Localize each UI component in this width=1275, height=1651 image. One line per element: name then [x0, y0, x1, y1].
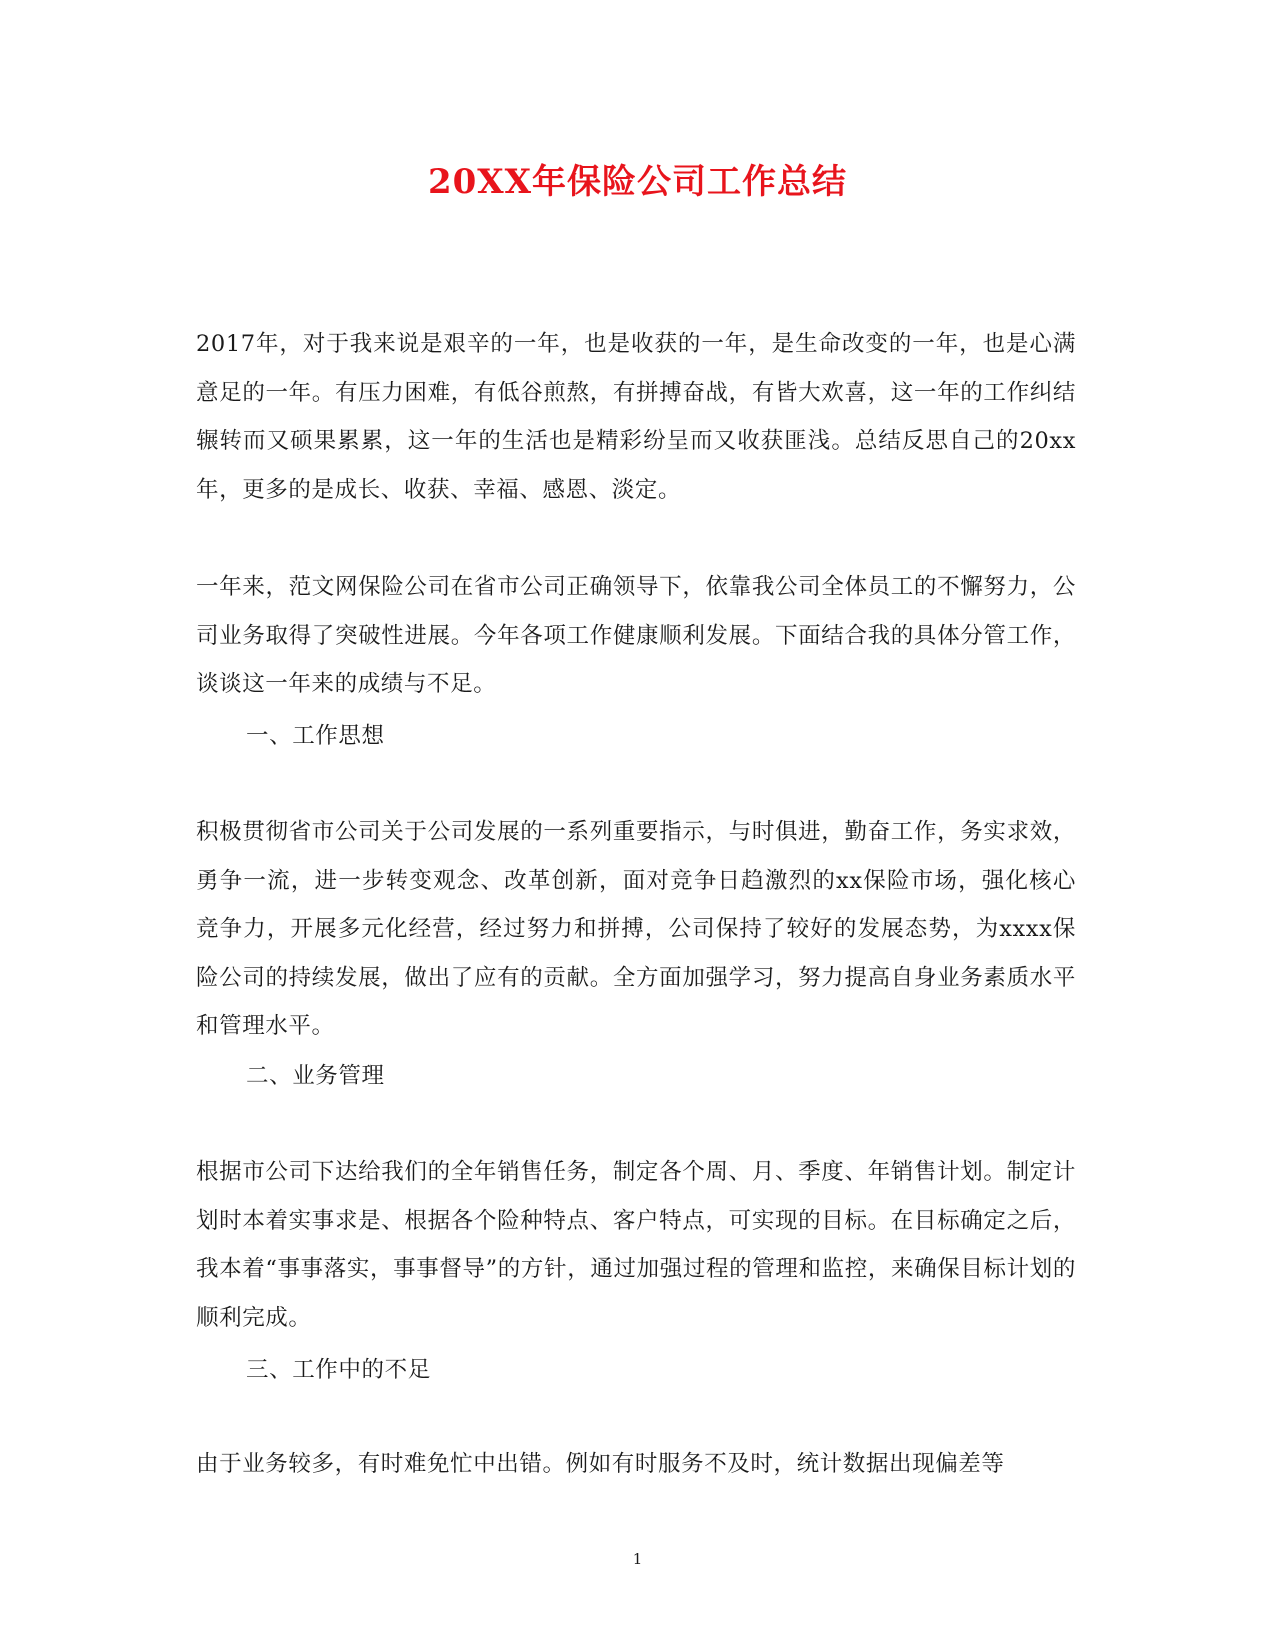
section-heading-shortcomings: 三、工作中的不足 [246, 1357, 431, 1383]
document-title: 20XX年保险公司工作总结 [427, 162, 848, 202]
page-number: 1 [632, 1550, 643, 1568]
section-heading-work-thinking: 一、工作思想 [246, 723, 385, 749]
paragraph-shortcomings: 由于业务较多，有时难免忙中出错。例如有时服务不及时，统计数据出现偏差等 [196, 1451, 1005, 1477]
paragraph-overview: 一年来，范文网保险公司在省市公司正确领导下，依靠我公司全体员工的不懈努力，公司业务取得了突破性进展。今年各项工作健康顺利发展。下面结合我的具体分管工作，谈谈这一年来的成绩与不足。 [196, 574, 1076, 697]
paragraph-business-management: 根据市公司下达给我们的全年销售任务，制定各个周、月、季度、年销售计划。制定计划时本着实事求是、根据各个险种特点、客户特点，可实现的目标。在目标确定之后，我本着“事事落实，事事督导”的方针，通过加强过程的管理和监控，来确保目标计划的顺利完成。 [196, 1159, 1076, 1331]
paragraph-intro: 2017年，对于我来说是艰辛的一年，也是收获的一年，是生命改变的一年，也是心满意足的一年。有压力困难，有低谷煎熬，有拼搏奋战，有皆大欢喜，这一年的工作纠结辗转而又硕果累累，这一年的生活也是精彩纷呈而又收获匪浅。总结反思自己的20xx年，更多的是成长、收获、幸福、感恩、淡定。 [196, 331, 1076, 503]
paragraph-work-thinking: 积极贯彻省市公司关于公司发展的一系列重要指示，与时俱进，勤奋工作，务实求效，勇争一流，进一步转变观念、改革创新，面对竞争日趋激烈的xx保险市场，强化核心竞争力，开展多元化经营，经过努力和拼搏，公司保持了较好的发展态势，为xxxx保险公司的持续发展，做出了应有的贡献。全方面加强学习，努力提高自身业务素质水平和管理水平。 [196, 819, 1076, 1039]
section-heading-business-management: 二、业务管理 [246, 1063, 385, 1089]
